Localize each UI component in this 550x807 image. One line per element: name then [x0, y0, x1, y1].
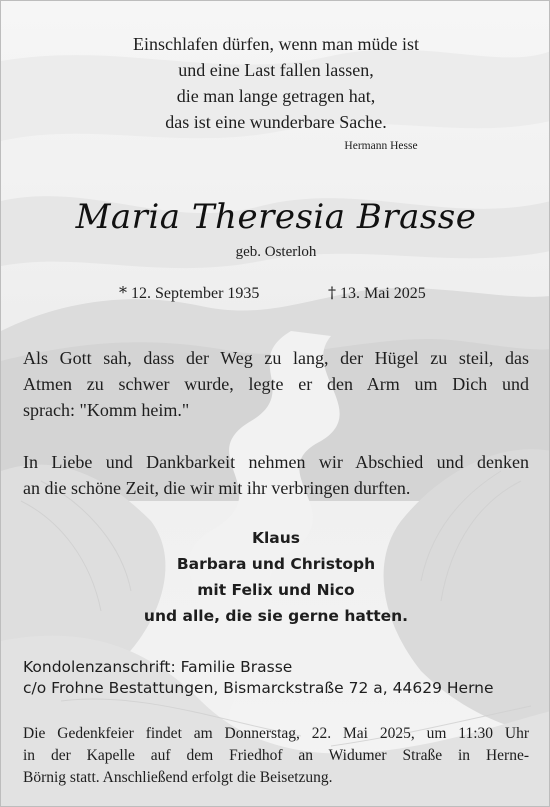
birth-symbol: *: [119, 283, 127, 302]
memorial-line: in der Kapelle auf dem Friedhof an Widumer Straße in Herne-: [23, 747, 529, 764]
family-signatures: [1, 525, 550, 629]
poem-author: Hermann Hesse: [344, 140, 418, 152]
death-date: 13. Mai 2025: [340, 285, 426, 302]
memorial-notice: [23, 723, 529, 789]
deceased-name: Maria Theresia Brasse: [75, 197, 477, 237]
condolence-line: c/o Frohne Bestattungen, Bismarckstraße 72 a, 44629 Herne: [23, 679, 494, 697]
death-symbol: †: [328, 283, 336, 302]
obituary-content: [1, 1, 550, 807]
condolence-address: [23, 657, 533, 699]
condolence-line: Kondolenzanschrift: Familie Brasse: [23, 658, 293, 676]
death-date-line: [328, 283, 426, 303]
poem-line: und eine Last fallen lassen,: [178, 60, 374, 80]
birth-name: geb. Osterloh: [235, 244, 317, 260]
poem: [1, 31, 550, 135]
text-line: In Liebe und Dankbarkeit nehmen wir Abschied und denken: [23, 452, 529, 472]
poem-line: Einschlafen dürfen, wenn man müde ist: [133, 34, 419, 54]
family-line: und alle, die sie gerne hatten.: [143, 607, 409, 625]
text-line: sprach: "Komm heim.": [23, 400, 190, 420]
memorial-line: Börnig statt. Anschließend erfolgt die Beisetzung.: [23, 769, 333, 786]
poem-line: das ist eine wunderbare Sache.: [165, 112, 387, 132]
birth-date-line: [119, 283, 259, 303]
family-line: Barbara und Christoph: [176, 555, 376, 573]
farewell-text: [23, 345, 529, 423]
text-line: Atmen zu schwer wurde, legte er den Arm um Dich und: [23, 374, 529, 394]
text-line: Als Gott sah, dass der Weg zu lang, der Hügel zu steil, das: [23, 348, 529, 368]
birth-date: 12. September 1935: [131, 285, 260, 302]
family-line: Klaus: [251, 529, 301, 547]
poem-line: die man lange getragen hat,: [176, 86, 376, 106]
gratitude-text: [23, 449, 529, 501]
text-line: an die schöne Zeit, die wir mit ihr verbringen durften.: [23, 478, 411, 498]
memorial-line: Die Gedenkfeier findet am Donnerstag, 22. Mai 2025, um 11:30 Uhr: [23, 725, 529, 742]
family-line: mit Felix und Nico: [197, 581, 355, 599]
